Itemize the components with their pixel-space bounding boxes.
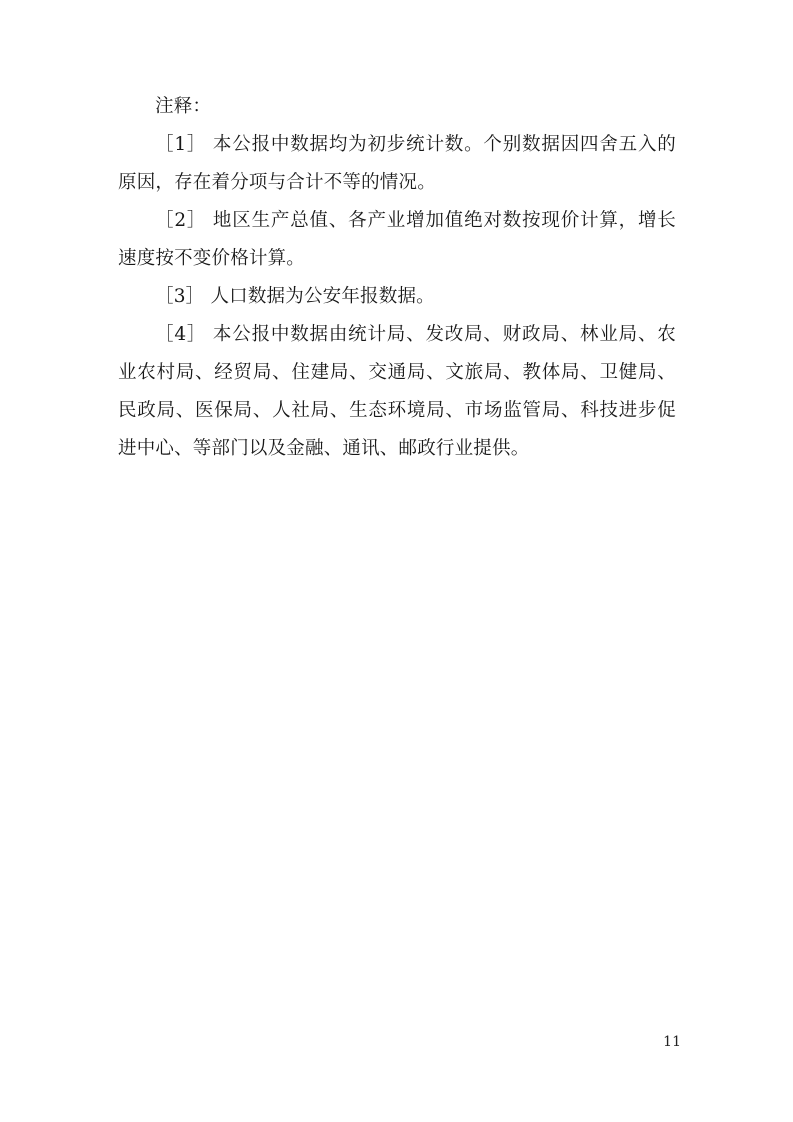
- page-number: 11: [663, 1034, 681, 1050]
- note-item-3: ［3］ 人口数据为公安年报数据。: [155, 286, 435, 307]
- note-item-1: ［1］ 本公报中数据均为初步统计数。个别数据因四舍五入的原因，存在着分项与合计不等的情况。: [118, 134, 676, 193]
- document-body: [118, 88, 676, 468]
- notes-heading: 注释：: [155, 96, 212, 117]
- note-item-4: ［4］ 本公报中数据由统计局、发改局、财政局、林业局、农业农村局、经贸局、住建局、交通局、文旅局、教体局、卫健局、民政局、医保局、人社局、生态环境局、市场监管局、科技进步促进中心、等部门以及金融、通讯、邮政行业提供。: [118, 324, 676, 459]
- note-item-2: ［2］ 地区生产总值、各产业增加值绝对数按现价计算，增长速度按不变价格计算。: [118, 210, 676, 269]
